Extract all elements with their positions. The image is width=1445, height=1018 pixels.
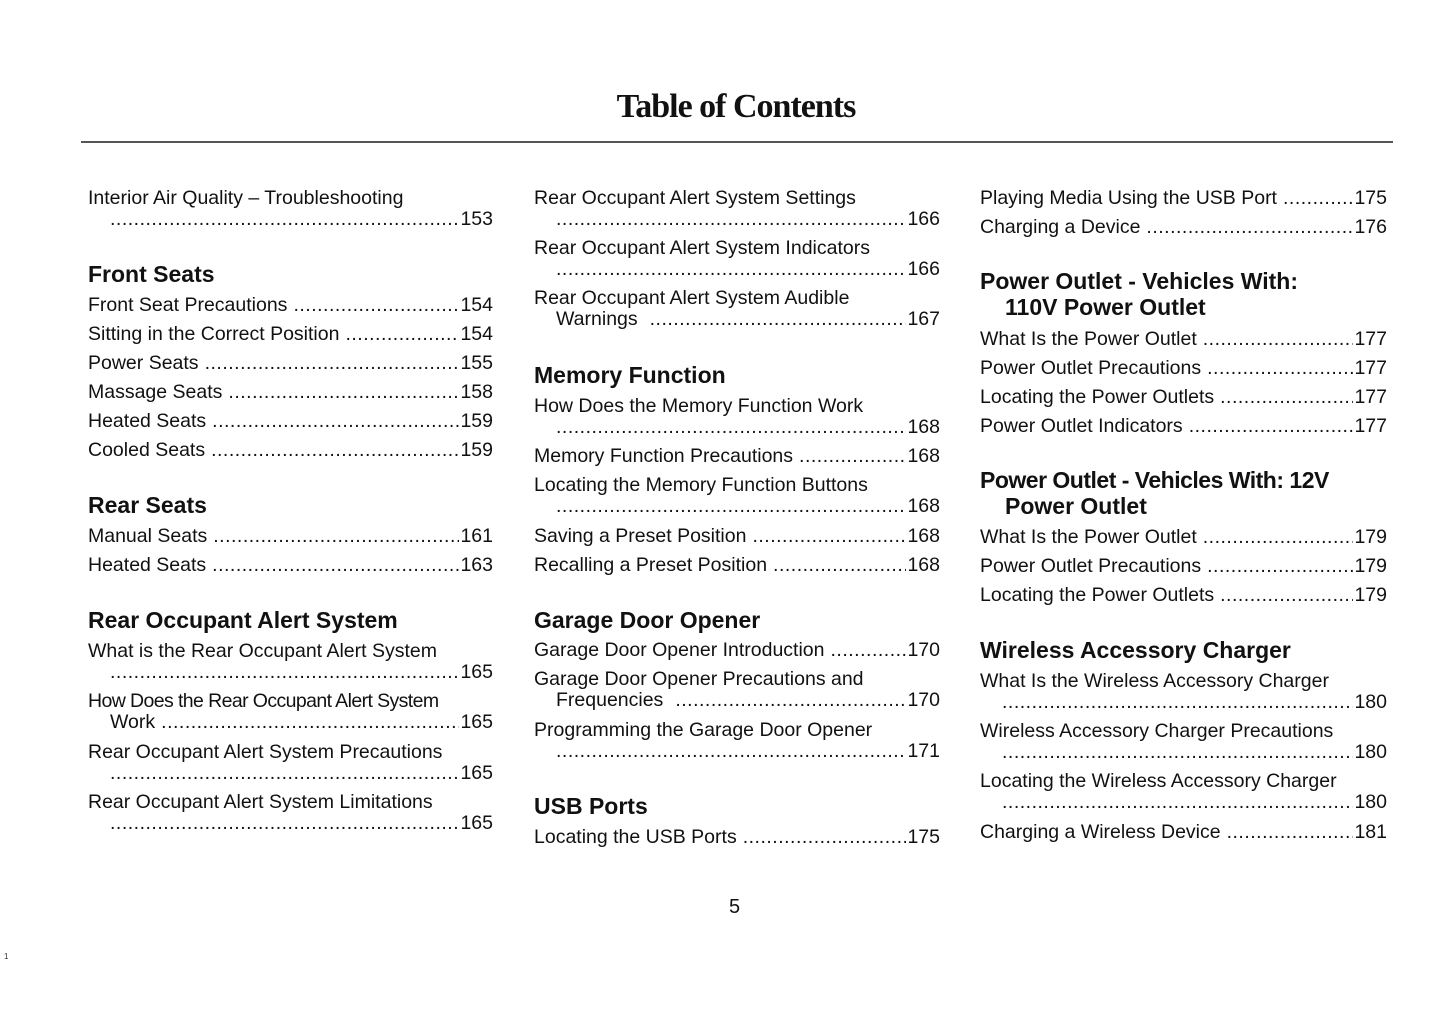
leader-dots	[110, 662, 459, 683]
entry-label: Playing Media Using the USB Port	[980, 187, 1277, 209]
toc-entry[interactable]	[980, 416, 1387, 437]
entry-label: Locating the Memory Function Buttons	[534, 474, 868, 496]
entry-label: Garage Door Opener Introduction	[534, 639, 825, 661]
leader-dots	[345, 324, 459, 345]
toc-entry[interactable]	[980, 387, 1387, 408]
toc-entry[interactable]	[980, 671, 1387, 713]
section-heading	[980, 268, 1298, 320]
entry-label: Sitting in the Correct Position	[88, 323, 340, 345]
entry-label: Front Seat Precautions	[88, 294, 288, 316]
entry-label: Locating the Power Outlets	[980, 386, 1215, 408]
entry-label: Recalling a Preset Position	[534, 554, 768, 576]
toc-entry[interactable]	[88, 411, 493, 432]
entry-label: Rear Occupant Alert System Settings	[534, 187, 856, 209]
entry-label: Garage Door Opener Precautions and	[534, 668, 864, 690]
entry-page: 166	[907, 258, 940, 280]
entry-page: 163	[460, 554, 493, 576]
leader-dots	[212, 411, 459, 432]
entry-label-cont: Work	[110, 711, 156, 733]
toc-entry[interactable]	[88, 382, 493, 403]
entry-label: Programming the Garage Door Opener	[534, 719, 873, 741]
page-number: 5	[729, 896, 741, 918]
leader-dots	[1220, 387, 1353, 408]
toc-entry[interactable]	[980, 721, 1387, 763]
toc-entry[interactable]	[534, 188, 940, 230]
entry-label: Rear Occupant Alert System Indicators	[534, 237, 870, 259]
leader-dots	[1203, 527, 1354, 548]
leader-dots	[675, 690, 906, 711]
toc-entry[interactable]	[534, 640, 940, 661]
entry-label: Power Outlet Precautions	[980, 357, 1202, 379]
entry-label: What Is the Power Outlet	[980, 328, 1197, 350]
entry-page: 170	[907, 639, 940, 661]
entry-page: 168	[907, 554, 940, 576]
entry-label: Locating the Power Outlets	[980, 584, 1215, 606]
entry-page: 175	[907, 826, 940, 848]
entry-label: What is the Rear Occupant Alert System	[88, 640, 437, 662]
leader-dots	[205, 353, 460, 374]
entry-page: 166	[907, 208, 940, 230]
leader-dots	[743, 827, 907, 848]
entry-page: 177	[1354, 328, 1387, 350]
leader-dots	[1220, 585, 1353, 606]
entry-page: 159	[460, 439, 493, 461]
leader-dots	[212, 555, 459, 576]
entry-label: Power Outlet Precautions	[980, 555, 1202, 577]
toc-entry[interactable]	[88, 742, 493, 784]
entry-label: Heated Seats	[88, 554, 207, 576]
toc-entry[interactable]	[980, 188, 1387, 209]
entry-page: 177	[1354, 415, 1387, 437]
toc-entry[interactable]	[534, 827, 940, 848]
toc-entry[interactable]	[980, 556, 1387, 577]
entry-page: 180	[1354, 691, 1387, 713]
leader-dots	[110, 209, 459, 230]
leader-dots	[110, 763, 459, 784]
entry-page: 170	[907, 689, 940, 711]
entry-page: 154	[460, 294, 493, 316]
entry-label: Memory Function Precautions	[534, 445, 794, 467]
toc-entry[interactable]	[534, 526, 940, 547]
toc-entry[interactable]	[88, 792, 493, 834]
entry-label: Manual Seats	[88, 525, 208, 547]
entry-label: How Does the Rear Occupant Alert System	[88, 690, 439, 712]
entry-label: Charging a Wireless Device	[980, 821, 1221, 843]
leader-dots	[211, 440, 459, 461]
leader-dots	[1002, 792, 1353, 813]
toc-entry[interactable]	[980, 822, 1387, 843]
section-heading	[980, 467, 1329, 519]
entry-label: Saving a Preset Position	[534, 525, 747, 547]
toc-entry[interactable]	[88, 324, 493, 345]
entry-page: 168	[907, 525, 940, 547]
toc-entry[interactable]	[980, 585, 1387, 606]
entry-page: 181	[1354, 821, 1387, 843]
entry-label: What Is the Power Outlet	[980, 526, 1197, 548]
toc-entry[interactable]	[534, 446, 940, 467]
entry-label-cont: Warnings	[556, 308, 638, 330]
leader-dots	[752, 526, 906, 547]
toc-entry[interactable]	[88, 691, 493, 733]
entry-label: Heated Seats	[88, 410, 207, 432]
entry-page: 177	[1354, 386, 1387, 408]
entry-page: 180	[1354, 741, 1387, 763]
entry-label-cont: Frequencies	[556, 689, 664, 711]
toc-entry[interactable]	[534, 238, 940, 280]
toc-entry[interactable]	[534, 720, 940, 762]
leader-dots	[773, 555, 906, 576]
heading-line-2: 110V Power Outlet	[1005, 294, 1206, 320]
toc-entry[interactable]	[88, 641, 493, 683]
entry-page: 165	[460, 762, 493, 784]
toc-entry[interactable]	[88, 440, 493, 461]
toc-entry[interactable]	[88, 295, 493, 316]
toc-entry[interactable]	[88, 188, 493, 230]
leader-dots	[1002, 692, 1353, 713]
entry-page: 179	[1354, 526, 1387, 548]
leader-dots	[556, 496, 906, 517]
entry-page: 176	[1354, 216, 1387, 238]
leader-dots	[228, 382, 459, 403]
entry-label: Rear Occupant Alert System Audible	[534, 287, 850, 309]
leader-dots	[1283, 188, 1353, 209]
entry-label: Interior Air Quality – Troubleshooting	[88, 187, 404, 209]
entry-label: Massage Seats	[88, 381, 223, 403]
entry-label: Power Seats	[88, 352, 199, 374]
entry-label: Rear Occupant Alert System Precautions	[88, 741, 443, 763]
heading-line-1: Power Outlet - Vehicles With: 12V	[980, 467, 1329, 493]
entry-label: Locating the USB Ports	[534, 826, 737, 848]
entry-page: 168	[907, 445, 940, 467]
section-heading: Wireless Accessory Charger	[980, 637, 1291, 663]
entry-page: 180	[1354, 791, 1387, 813]
leader-dots	[1002, 742, 1353, 763]
entry-page: 165	[460, 711, 493, 733]
leader-dots	[799, 446, 906, 467]
leader-dots	[831, 640, 907, 661]
leader-dots	[1207, 556, 1353, 577]
leader-dots	[1146, 217, 1353, 238]
leader-dots	[1207, 358, 1353, 379]
section-heading: Rear Occupant Alert System	[88, 607, 398, 633]
entry-page: 168	[907, 416, 940, 438]
entry-page: 161	[460, 525, 493, 547]
entry-page: 179	[1354, 584, 1387, 606]
toc-entry[interactable]	[88, 526, 493, 547]
toc-entry[interactable]	[980, 771, 1387, 813]
entry-page: 158	[460, 381, 493, 403]
entry-label: Wireless Accessory Charger Precautions	[980, 720, 1334, 742]
entry-label: How Does the Memory Function Work	[534, 395, 864, 417]
toc-entry[interactable]	[980, 329, 1387, 350]
leader-dots	[110, 813, 459, 834]
entry-page: 155	[460, 352, 493, 374]
leader-dots	[293, 295, 459, 316]
leader-dots	[213, 526, 459, 547]
title-divider	[81, 141, 1393, 143]
toc-entry[interactable]	[534, 396, 940, 438]
leader-dots	[556, 417, 906, 438]
entry-page: 165	[460, 812, 493, 834]
heading-line-2: Power Outlet	[1005, 493, 1147, 519]
section-heading: Memory Function	[534, 362, 726, 388]
toc-entry[interactable]	[980, 217, 1387, 238]
entry-label: Power Outlet Indicators	[980, 415, 1183, 437]
leader-dots	[1227, 822, 1354, 843]
leader-dots	[1203, 329, 1354, 350]
toc-entry[interactable]	[980, 358, 1387, 379]
leader-dots	[556, 209, 906, 230]
entry-page: 179	[1354, 555, 1387, 577]
entry-page: 175	[1354, 187, 1387, 209]
leader-dots	[556, 741, 906, 762]
entry-page: 177	[1354, 357, 1387, 379]
entry-label: Rear Occupant Alert System Limitations	[88, 791, 433, 813]
corner-mark: 1	[4, 952, 9, 961]
page-title: Table of Contents	[616, 88, 856, 125]
entry-label: What Is the Wireless Accessory Charger	[980, 670, 1329, 692]
entry-page: 167	[907, 308, 940, 330]
section-heading: Garage Door Opener	[534, 607, 761, 633]
entry-label: Locating the Wireless Accessory Charger	[980, 770, 1337, 792]
entry-page: 159	[460, 410, 493, 432]
leader-dots	[161, 712, 459, 733]
toc-entry[interactable]	[534, 555, 940, 576]
entry-label: Charging a Device	[980, 216, 1141, 238]
entry-label: Cooled Seats	[88, 439, 206, 461]
leader-dots	[650, 309, 907, 330]
entry-page: 165	[460, 661, 493, 683]
entry-page: 153	[460, 208, 493, 230]
section-heading: USB Ports	[534, 793, 648, 819]
heading-line-1: Power Outlet - Vehicles With:	[980, 268, 1299, 294]
section-heading: Front Seats	[88, 261, 215, 287]
toc-entry[interactable]	[534, 288, 940, 330]
toc-entry[interactable]	[88, 555, 493, 576]
toc-entry[interactable]	[534, 669, 940, 711]
leader-dots	[1189, 416, 1354, 437]
toc-entry[interactable]	[88, 353, 493, 374]
leader-dots	[556, 259, 906, 280]
toc-entry[interactable]	[534, 475, 940, 517]
section-heading: Rear Seats	[88, 492, 207, 518]
entry-page: 168	[907, 495, 940, 517]
toc-entry[interactable]	[980, 527, 1387, 548]
entry-page: 171	[907, 740, 940, 762]
entry-page: 154	[460, 323, 493, 345]
